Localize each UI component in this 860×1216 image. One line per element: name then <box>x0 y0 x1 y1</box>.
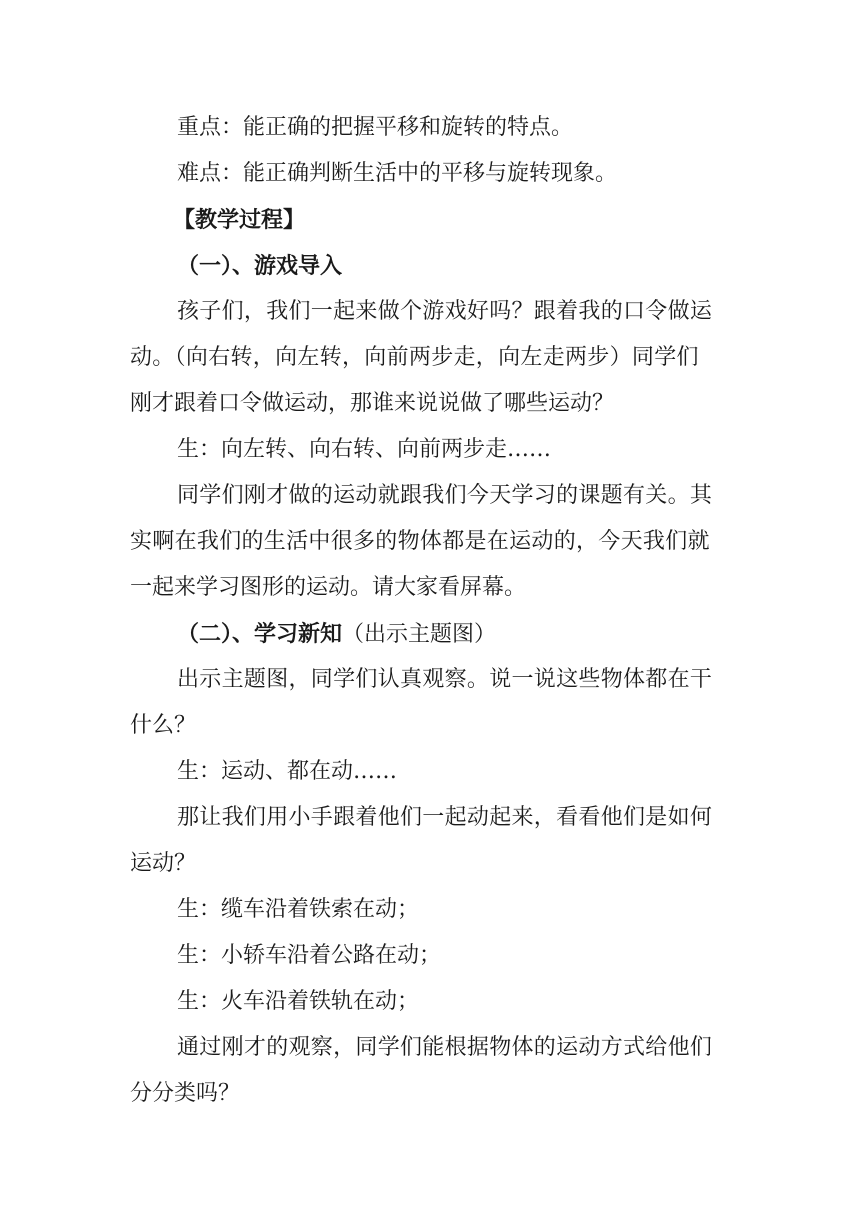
paragraph-text: 生：火车沿着铁轨在动； <box>177 989 420 1014</box>
paragraph-text: 孩子们，我们一起来做个游戏好吗？跟着我的口令做运 <box>177 299 713 324</box>
paragraph-text: 实啊在我们的生活中很多的物体都是在运动的，今天我们就 <box>130 529 710 554</box>
paragraph-text: 什么？ <box>130 713 197 738</box>
paragraph-text: 通过刚才的观察，同学们能根据物体的运动方式给他们 <box>177 1035 713 1060</box>
key-point-text: 重点：能正确的把握平移和旋转的特点。 <box>177 115 574 140</box>
paragraph-text: 动。（向右转，向左转，向前两步走，向左走两步）同学们 <box>130 345 699 370</box>
paragraph-text: 生：缆车沿着铁索在动； <box>177 897 420 922</box>
paragraph-text: 生：小轿车沿着公路在动； <box>177 943 442 968</box>
paragraph-text: 那让我们用小手跟着他们一起动起来，看看他们是如何 <box>177 805 713 830</box>
subsection-heading-2-note: （出示主题图） <box>342 622 497 647</box>
paragraph-text: 出示主题图，同学们认真观察。说一说这些物体都在干 <box>177 667 713 692</box>
subsection-heading-2-bold: （二）、学习新知 <box>177 621 343 647</box>
paragraph-text: 同学们刚才做的运动就跟我们今天学习的课题有关。其 <box>177 483 713 508</box>
paragraph-text: 分分类吗？ <box>130 1081 241 1106</box>
paragraph-text: 刚才跟着口令做运动，那谁来说说做了哪些运动？ <box>130 391 615 416</box>
paragraph-text: 一起来学习图形的运动。请大家看屏幕。 <box>130 575 527 600</box>
paragraph-text: 生：向左转、向右转、向前两步走…… <box>177 437 552 462</box>
paragraph-text: 生：运动、都在动…… <box>177 759 398 784</box>
subsection-heading-1-text: （一）、游戏导入 <box>177 253 343 279</box>
section-heading-text: 【教学过程】 <box>173 207 306 233</box>
difficult-point-text: 难点：能正确判断生活中的平移与旋转现象。 <box>177 161 618 186</box>
paragraph-text: 运动？ <box>130 851 197 876</box>
